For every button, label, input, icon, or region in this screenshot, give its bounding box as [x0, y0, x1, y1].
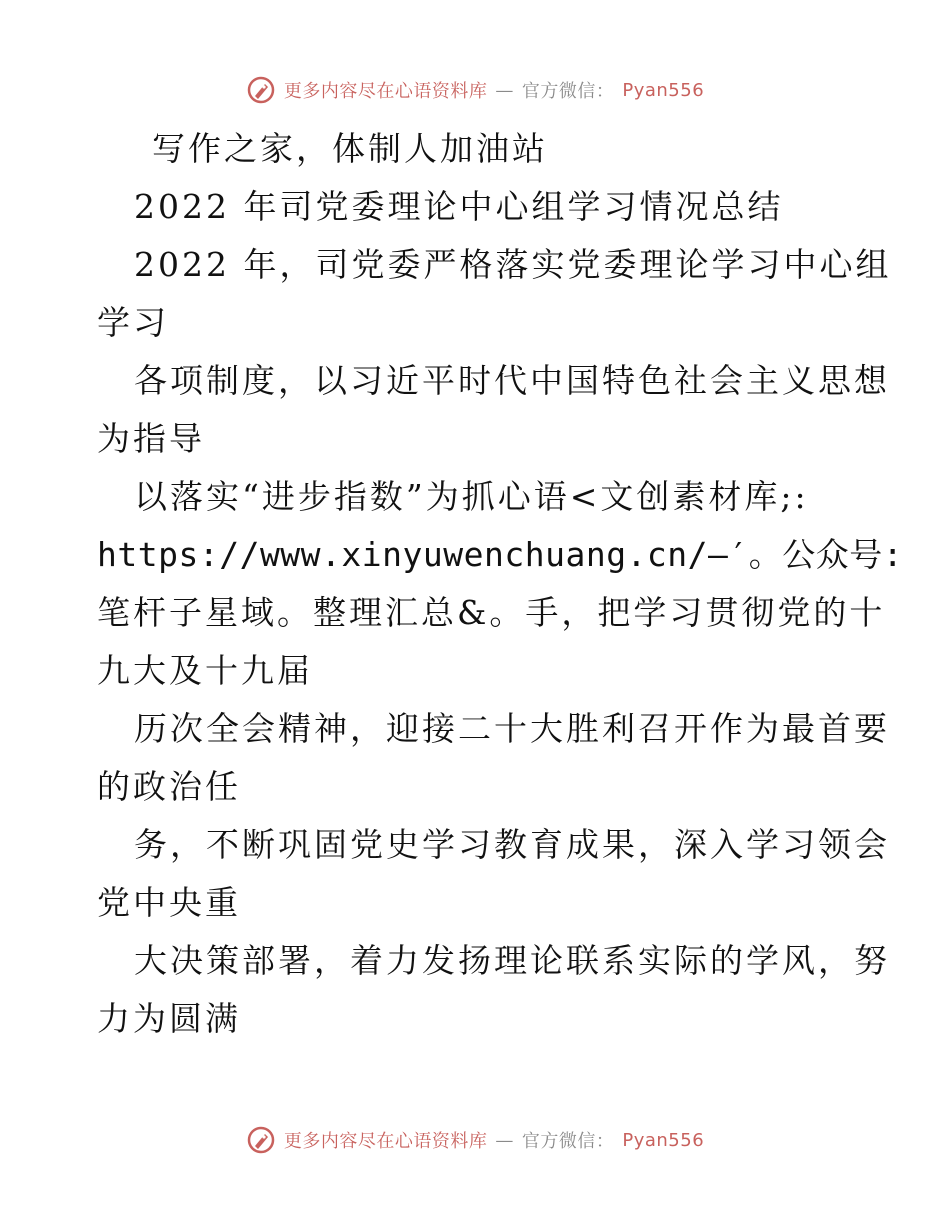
footer-wechat-label: 官方微信： — [521, 1131, 615, 1152]
header-wechat-id: Pyan556 — [622, 79, 705, 101]
footer-wechat-id: Pyan556 — [622, 1129, 705, 1151]
doc-line: 2022 年，司党委严格落实党委理论学习中心组 — [134, 245, 892, 284]
doc-line: 写作之家，体制人加油站 — [152, 129, 548, 168]
pen-nib-logo-icon — [246, 75, 276, 105]
doc-line: 以落实“进步指数”为抓心语<文创素材库;: — [134, 477, 809, 516]
doc-line: 力为圆满 — [97, 999, 241, 1038]
doc-line: 党中央重 — [97, 883, 241, 922]
doc-url-line: https://www.xinyuwenchuang.cn/—′。公众号: — [97, 535, 904, 574]
footer-separator: — — [495, 1129, 514, 1151]
header-separator: — — [495, 79, 514, 101]
doc-line: 学习 — [97, 303, 169, 342]
doc-line: 的政治任 — [97, 767, 241, 806]
doc-line: 大决策部署，着力发扬理论联系实际的学风，努 — [134, 941, 890, 980]
doc-title: 2022 年司党委理论中心组学习情况总结 — [134, 187, 784, 226]
doc-line: 为指导 — [97, 419, 205, 458]
footer-site-text: 更多内容尽在心语资料库 — [283, 1131, 488, 1152]
header-site-text: 更多内容尽在心语资料库 — [283, 81, 488, 102]
doc-line: 笔杆子星域。整理汇总&。手，把学习贯彻党的十 — [97, 593, 886, 632]
header-banner — [0, 70, 950, 110]
doc-line: 各项制度，以习近平时代中国特色社会主义思想 — [134, 361, 890, 400]
document-body — [97, 120, 904, 1048]
doc-line: 务，不断巩固党史学习教育成果，深入学习领会 — [134, 825, 890, 864]
doc-line: 九大及十九届 — [97, 651, 313, 690]
pen-nib-logo-icon — [246, 1125, 276, 1155]
doc-line: 历次全会精神，迎接二十大胜利召开作为最首要 — [134, 709, 890, 748]
footer-banner — [0, 1120, 950, 1160]
header-wechat-label: 官方微信： — [521, 81, 615, 102]
